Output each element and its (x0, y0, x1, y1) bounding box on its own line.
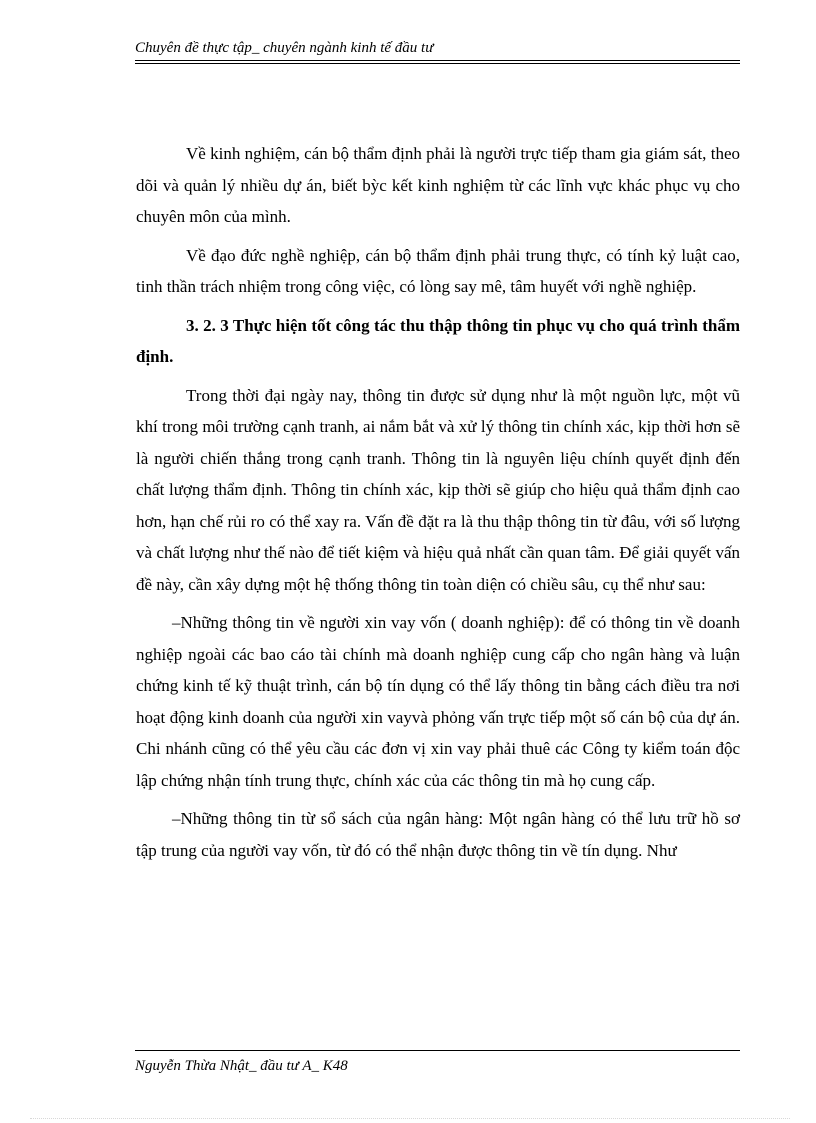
page-bottom-divider (30, 1118, 790, 1119)
paragraph-ethics: Về đạo đức nghề nghiệp, cán bộ thẩm định phải trung thực, có tính kỷ luật cao, tinh thần trách nhiệm trong công việc, có lòng say mê, tâm huyết với nghề nghiệp. (136, 245, 740, 296)
footer-rule (135, 1050, 740, 1051)
list-item-bank-records: –Những thông tin từ sổ sách của ngân hàng: Một ngân hàng có thể lưu trữ hồ sơ tập trung của người vay vốn, từ đó có thể nhận được thông tin về tín dụng. Như (136, 809, 740, 860)
header-rule-bottom (135, 63, 740, 64)
page-header: Chuyên đề thực tập_ chuyên ngành kinh tế đầu tư (135, 40, 434, 56)
document-body (136, 138, 740, 873)
section-heading: 3. 2. 3 Thực hiện tốt công tác thu thập thông tin phục vụ cho quá trình thẩm định. (136, 315, 740, 366)
header-rule-top (135, 60, 740, 61)
paragraph-experience: Về kinh nghiệm, cán bộ thẩm định phải là người trực tiếp tham gia giám sát, theo dõi và quản lý nhiều dự án, biết bỳc kết kinh nghiệm từ các lĩnh vực khác phục vụ cho chuyên môn của mình. (136, 144, 740, 226)
page-footer: Nguyễn Thừa Nhật_ đầu tư A_ K48 (135, 1058, 348, 1074)
paragraph-information: Trong thời đại ngày nay, thông tin được sử dụng như là một nguồn lực, một vũ khí trong môi trường cạnh tranh, ai nắm bắt và xử lý thông tin chính xác, kịp thời hơn sẽ là người chiến thắng trong cạnh tranh. Thông tin là nguyên liệu chính quyết định đến chất lượng thẩm định. Thông tin chính xác, kịp thời sẽ giúp cho hiệu quả thẩm định cao hơn, hạn chế rủi ro có thể xay ra. Vấn đề đặt ra là thu thập thông tin từ đâu, với số lượng và chất lượng như thế nào để tiết kiệm và hiệu quả nhất cần quan tâm. Để giải quyết vấn đề này, cần xây dựng một hệ thống thông tin toàn diện có chiều sâu, cụ thể như sau: (136, 385, 740, 594)
list-item-borrower-info: –Những thông tin về người xin vay vốn ( doanh nghiệp): để có thông tin về doanh nghiệp ngoài các bao cáo tài chính mà doanh nghiệp cung cấp cho ngân hàng và luận chứng kinh tế kỹ thuật trình, cán bộ tín dụng có thể lấy thông tin bằng cách điều tra nơi hoạt động kinh doanh của người xin vayvà phỏng vấn trực tiếp một số cán bộ của dự án. Chi nhánh cũng có thể yêu cầu các đơn vị xin vay phải thuê các Công ty kiểm toán độc lập chứng nhận tính trung thực, chính xác của các thông tin mà họ cung cấp. (136, 613, 740, 790)
